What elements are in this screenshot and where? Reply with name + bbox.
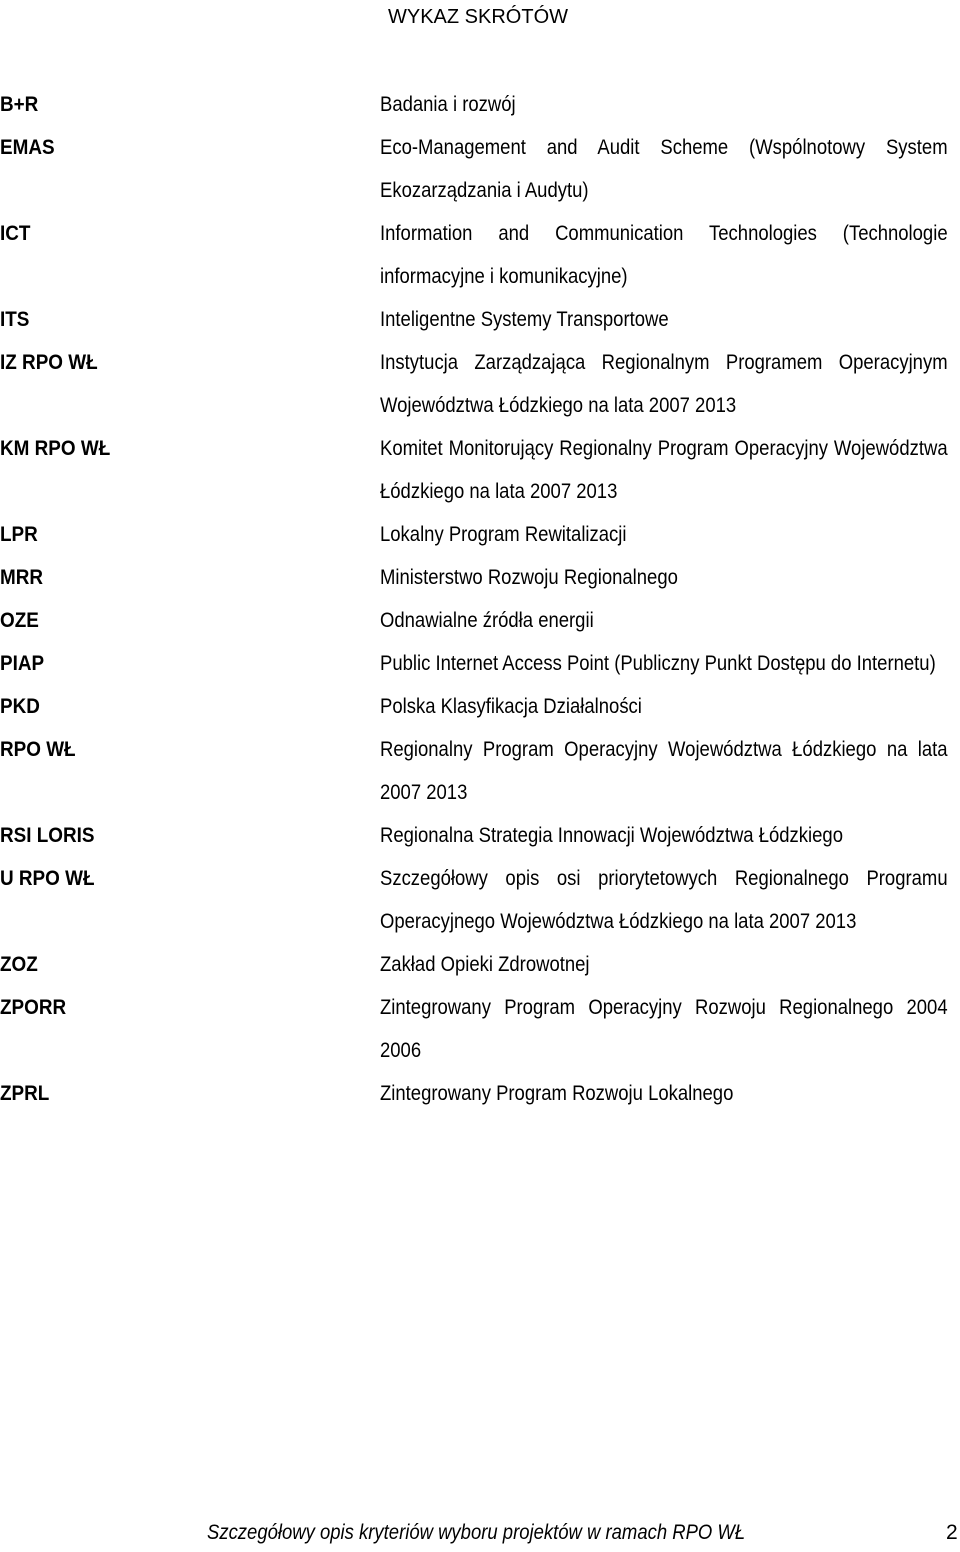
abbreviation-row (0, 685, 960, 728)
abbreviation-definition: Zakład Opieki Zdrowotnej (380, 953, 590, 976)
abbreviation-definition: Szczegółowy opis osi priorytetowych Regionalnego Programu Operacyjnego Województwa Łódzkiego na lata 2007 2013 (380, 867, 948, 933)
abbreviation-definition: Regionalny Program Operacyjny Województwa Łódzkiego na lata 2007 2013 (380, 738, 948, 804)
abbreviation-term: MRR (0, 566, 44, 589)
abbreviation-definition: Odnawialne źródła energii (380, 609, 594, 632)
abbreviation-definition: Instytucja Zarządzająca Regionalnym Programem Operacyjnym Województwa Łódzkiego na lata 2007 2013 (380, 351, 948, 417)
abbreviation-definition: Ministerstwo Rozwoju Regionalnego (380, 566, 678, 589)
abbreviation-row (0, 556, 960, 599)
abbreviation-definition: Komitet Monitorujący Regionalny Program Operacyjny Województwa Łódzkiego na lata 2007 2013 (380, 437, 948, 503)
abbreviation-row (0, 943, 960, 986)
abbreviation-row (0, 513, 960, 556)
page-footer (0, 1521, 960, 1552)
abbreviation-row (0, 298, 960, 341)
abbreviation-definition: Zintegrowany Program Operacyjny Rozwoju Regionalnego 2004 2006 (380, 996, 948, 1062)
abbreviation-row (0, 126, 960, 212)
abbreviation-definition: Zintegrowany Program Rozwoju Lokalnego (380, 1082, 734, 1105)
abbreviation-definition: Regionalna Strategia Innowacji Województwa Łódzkiego (380, 824, 843, 847)
abbreviation-term: RSI LORIS (0, 824, 95, 847)
abbreviation-row (0, 986, 960, 1072)
abbreviation-definition: Lokalny Program Rewitalizacji (380, 523, 627, 546)
abbreviation-row (0, 728, 960, 814)
abbreviation-term: KM RPO WŁ (0, 437, 111, 460)
abbreviation-term: B+R (0, 93, 39, 116)
abbreviation-definition: Public Internet Access Point (Publiczny Punkt Dostępu do Internetu) (380, 652, 936, 675)
page-number: 2 (946, 1521, 958, 1544)
abbreviation-row (0, 814, 960, 857)
abbreviation-term: IZ RPO WŁ (0, 351, 98, 374)
abbreviation-term: PIAP (0, 652, 45, 675)
abbreviation-row (0, 427, 960, 513)
abbreviation-term: RPO WŁ (0, 738, 76, 761)
abbreviation-list (0, 83, 960, 1115)
abbreviation-term: ZPORR (0, 996, 67, 1019)
abbreviation-term: ZOZ (0, 953, 38, 976)
abbreviation-term: ZPRL (0, 1082, 50, 1105)
abbreviation-definition: Eco-Management and Audit Scheme (Wspólnotowy System Ekozarządzania i Audytu) (380, 136, 948, 202)
abbreviation-definition: Inteligentne Systemy Transportowe (380, 308, 669, 331)
abbreviation-row (0, 341, 960, 427)
abbreviation-definition: Polska Klasyfikacja Działalności (380, 695, 642, 718)
abbreviation-term: ITS (0, 308, 30, 331)
abbreviation-term: ICT (0, 222, 31, 245)
abbreviation-term: U RPO WŁ (0, 867, 95, 890)
abbreviation-term: LPR (0, 523, 38, 546)
abbreviation-row (0, 642, 960, 685)
abbreviation-term: PKD (0, 695, 40, 718)
abbreviation-row (0, 83, 960, 126)
abbreviation-term: OZE (0, 609, 39, 632)
abbreviation-row (0, 212, 960, 298)
abbreviation-row (0, 857, 960, 943)
footer-text: Szczegółowy opis kryteriów wyboru projektów w ramach RPO WŁ (207, 1521, 746, 1544)
abbreviation-row (0, 599, 960, 642)
page-title: WYKAZ SKRÓTÓW (388, 6, 568, 28)
abbreviation-row (0, 1072, 960, 1115)
abbreviation-definition: Information and Communication Technologies (Technologie informacyjne i komunikacyjne) (380, 222, 948, 288)
abbreviation-term: EMAS (0, 136, 55, 159)
abbreviation-definition: Badania i rozwój (380, 93, 516, 116)
